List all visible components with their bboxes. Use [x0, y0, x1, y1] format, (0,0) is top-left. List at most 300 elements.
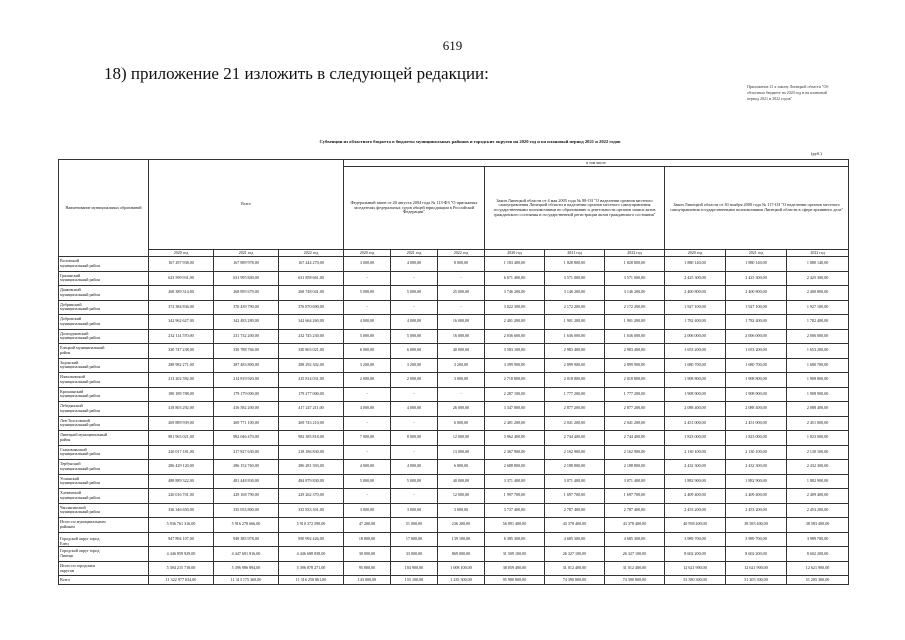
- table-cell: 2 432 300,00: [726, 460, 787, 475]
- table-cell: 8 602 200,00: [787, 547, 849, 562]
- table-cell: 2 409 400,00: [787, 489, 849, 504]
- table-cell: 2 130 100,00: [787, 445, 849, 460]
- table-cell: 2 188 800,00: [545, 460, 605, 475]
- table-row: [59, 257, 849, 272]
- table-cell: 2 899 900,00: [545, 358, 605, 373]
- table-cell: 3 583 100,00: [485, 344, 545, 359]
- year-header: 2021 год: [391, 250, 438, 257]
- table-cell: -: [391, 489, 438, 504]
- year-header: 2020 год: [149, 250, 214, 257]
- table-cell: 2 451 000,00: [787, 416, 849, 431]
- table-cell: -: [344, 271, 391, 286]
- table-cell: 2 162 900,00: [545, 445, 605, 460]
- table-cell: 947 894 107,00: [149, 532, 214, 547]
- col-header-law-civil-registry: Закон Липецкой области от 4 мая 2005 года № 88-ОЗ "О наделении органов местного самоуправления Липецкой области и наделении органов местного самоуправления государственными полномочиями по образованию и деятельности органов записи актов гражданского состояния и государственной регистрации актов гражданского состояния": [485, 167, 665, 250]
- table-cell: 2 018 800,00: [605, 373, 665, 388]
- table-cell: 287 483 800,00: [214, 358, 279, 373]
- table-cell: 1 777 200,00: [605, 387, 665, 402]
- table-cell: 1 680 700,00: [787, 358, 849, 373]
- table-cell: 143 000,00: [344, 576, 391, 585]
- col-header-including: в том числе: [344, 160, 849, 167]
- table-cell: 981 963 021,00: [149, 431, 214, 446]
- table-cell: 4 000,00: [391, 315, 438, 330]
- table-cell: 2 451 000,00: [726, 416, 787, 431]
- table-cell: 95 980 800,00: [485, 576, 545, 585]
- table-cell: 484 879 830,00: [279, 474, 344, 489]
- table-cell: 236 200,00: [438, 518, 485, 533]
- table-cell: 31 012 400,00: [605, 561, 665, 576]
- table-cell: 1 880 140,00: [665, 257, 726, 272]
- table-cell: 5 936 761 316,00: [149, 518, 214, 533]
- table-cell: 2 088 400,00: [726, 402, 787, 417]
- table-cell: 376 870 690,00: [279, 300, 344, 315]
- table-cell: 4 447 691 816,00: [214, 547, 279, 562]
- table-cell: -: [344, 489, 391, 504]
- table-cell: 2 432 300,00: [665, 460, 726, 475]
- page-number: 619: [442, 38, 463, 53]
- table-cell: 3 989 700,00: [787, 532, 849, 547]
- table-cell: 948 385 978,00: [214, 532, 279, 547]
- table-cell: 2 744 400,00: [545, 431, 605, 446]
- table-cell: 2 000,00: [391, 373, 438, 388]
- year-header: 2021 год: [545, 250, 605, 257]
- row-name: Чаплыгинский муниципальный район: [59, 503, 149, 518]
- unit-label: (руб.): [811, 151, 822, 156]
- table-cell: 74 390 800,00: [605, 576, 665, 585]
- table-row: [59, 402, 849, 417]
- table-cell: 418 803 292,00: [149, 402, 214, 417]
- table-cell: 2 162 900,00: [605, 445, 665, 460]
- table-cell: 268 748 041,00: [279, 286, 344, 301]
- table-cell: 6 671 400,00: [485, 271, 545, 286]
- table-cell: 38 583 400,00: [726, 518, 787, 533]
- table-cell: 342 664 260,00: [279, 315, 344, 330]
- table-cell: 2 188 800,00: [605, 460, 665, 475]
- table-cell: 229 262 370,00: [279, 489, 344, 504]
- table-cell: 104 900,00: [391, 561, 438, 576]
- row-name: Лев-Толстовский муниципальный район: [59, 416, 149, 431]
- table-cell: -: [391, 445, 438, 460]
- col-header-name: Наименование муниципальных образований: [59, 160, 149, 257]
- table-cell: 2 425 300,00: [726, 271, 787, 286]
- table-cell: 11 322 977 034,00: [149, 576, 214, 585]
- table-cell: 286 429 120,00: [149, 460, 214, 475]
- table-cell: 336 346 650,00: [149, 503, 214, 518]
- table-cell: 3 071 400,00: [605, 474, 665, 489]
- table-cell: 1 997 700,00: [485, 489, 545, 504]
- col-header-law-jurors: Федеральный закон от 20 августа 2004 года № 113-ФЗ "О присяжных заседателях федеральных судов общей юрисдикции в Российской Федерации": [344, 167, 485, 250]
- year-header: 2021 год: [726, 250, 787, 257]
- table-cell: -: [344, 445, 391, 460]
- table-cell: 1 183 400,00: [485, 257, 545, 272]
- table-cell: 3 989 700,00: [665, 532, 726, 547]
- table-row: [59, 431, 849, 446]
- table-cell: 2 088 400,00: [787, 402, 849, 417]
- row-name: Итого по муниципальным районам: [59, 518, 149, 533]
- year-header: 2022 год: [279, 250, 344, 257]
- table-cell: 1 777 200,00: [545, 387, 605, 402]
- table-cell: 372 384 836,00: [149, 300, 214, 315]
- col-header-law-archives: Закон Липецкой области от 30 ноября 2000 года № 117-ОЗ "О наделении органов местного самоуправления государственными полномочиями Липецкой области в сфере архивного дела": [665, 167, 849, 250]
- table-cell: 1 901 200,00: [545, 315, 605, 330]
- table-cell: 167 244 270,00: [279, 257, 344, 272]
- table-caption: Субвенции из областного бюджета в бюджеты муниципальных районов и городских округов на 2020 год и на плановый период 2021 и 2022 годов: [319, 139, 621, 144]
- table-cell: 1 680 700,00: [665, 358, 726, 373]
- table-cell: 3 399 900,00: [485, 358, 545, 373]
- table-cell: 12 621 900,00: [787, 561, 849, 576]
- table-cell: 40 000,00: [438, 474, 485, 489]
- table-row: [59, 387, 849, 402]
- table-cell: 51 000,00: [391, 518, 438, 533]
- row-name: Тербунский муниципальный район: [59, 460, 149, 475]
- table-cell: 1 908 900,00: [787, 387, 849, 402]
- table-cell: 1 908 800,00: [726, 373, 787, 388]
- table-cell: 95 800,00: [344, 561, 391, 576]
- table-cell: 16 000,00: [438, 315, 485, 330]
- table-cell: 3 200,00: [391, 358, 438, 373]
- table-cell: 342 962 627,00: [149, 315, 214, 330]
- table-cell: 3 371 400,00: [485, 474, 545, 489]
- table-cell: 1 823 000,00: [787, 431, 849, 446]
- table-cell: 2 899 900,00: [605, 358, 665, 373]
- table-cell: 2 453 200,00: [665, 503, 726, 518]
- table-cell: 232 745 230,00: [279, 329, 344, 344]
- row-name: Хлевенский муниципальный район: [59, 489, 149, 504]
- table-cell: 43 378 400,00: [605, 518, 665, 533]
- table-cell: 2 787 400,00: [545, 503, 605, 518]
- table-cell: 1 680 700,00: [726, 358, 787, 373]
- table-cell: 4 446 688 838,00: [279, 547, 344, 562]
- table-cell: 33 000,00: [391, 547, 438, 562]
- table-cell: 26 000,00: [438, 402, 485, 417]
- table-cell: 1 908 900,00: [665, 387, 726, 402]
- table-cell: 2 432 300,00: [787, 460, 849, 475]
- table-cell: -: [438, 300, 485, 315]
- table-cell: 1 782 400,00: [665, 315, 726, 330]
- table-cell: 7 000,00: [344, 431, 391, 446]
- table-cell: 1 653 200,00: [726, 344, 787, 359]
- table-cell: 4 000,00: [344, 315, 391, 330]
- table-cell: 5 000,00: [391, 329, 438, 344]
- table-cell: 8 602 200,00: [665, 547, 726, 562]
- table-cell: 2 877 200,00: [545, 402, 605, 417]
- table-cell: 2 018 800,00: [545, 373, 605, 388]
- table-cell: 2 688 800,00: [485, 460, 545, 475]
- table-cell: 5 000,00: [391, 474, 438, 489]
- table-cell: 3 071 400,00: [545, 474, 605, 489]
- table-cell: 286 152 760,00: [214, 460, 279, 475]
- table-cell: 2 000,00: [344, 373, 391, 388]
- table-cell: 2 400 800,00: [787, 286, 849, 301]
- table-row: [59, 474, 849, 489]
- table-cell: 4 000,00: [391, 257, 438, 272]
- table-row: [59, 561, 849, 576]
- table-cell: 1 697 700,00: [545, 489, 605, 504]
- table-cell: 2 130 100,00: [665, 445, 726, 460]
- table-cell: 335 833 301,00: [279, 503, 344, 518]
- table-cell: 3 200,00: [344, 358, 391, 373]
- table-cell: 40 958 400,00: [665, 518, 726, 533]
- table-cell: 2 006 000,00: [787, 329, 849, 344]
- year-header: 2022 год: [605, 250, 665, 257]
- table-row: [59, 358, 849, 373]
- table-cell: 1 823 000,00: [726, 431, 787, 446]
- table-cell: 2 409 400,00: [665, 489, 726, 504]
- table-cell: 6 000,00: [391, 344, 438, 359]
- table-cell: 11 316 250 861,00: [279, 576, 344, 585]
- table-cell: 2 451 000,00: [665, 416, 726, 431]
- row-name: Грязинский муниципальный район: [59, 271, 149, 286]
- table-cell: 416 582 200,00: [214, 402, 279, 417]
- table-cell: 12 621 900,00: [726, 561, 787, 576]
- table-cell: 2 983 400,00: [545, 344, 605, 359]
- table-cell: 2 744 400,00: [605, 431, 665, 446]
- table-cell: 330 788 766,00: [214, 344, 279, 359]
- table-cell: 330 803 021,00: [279, 344, 344, 359]
- amendment-instruction: 18) приложение 21 изложить в следующей редакции:: [104, 64, 489, 83]
- table-cell: 17 000,00: [391, 532, 438, 547]
- table-cell: 5 916 278 666,00: [214, 518, 279, 533]
- table-cell: 231 732 200,00: [214, 329, 279, 344]
- table-cell: 1 828 800,00: [545, 257, 605, 272]
- table-cell: 167 297 938,00: [149, 257, 214, 272]
- table-cell: 74 390 800,00: [545, 576, 605, 585]
- table-cell: 4 446 859 929,00: [149, 547, 214, 562]
- table-cell: 12 000,00: [438, 431, 485, 446]
- table-cell: 167 889 978,00: [214, 257, 279, 272]
- table-cell: 1 927 100,00: [787, 300, 849, 315]
- row-name: Измалковский муниципальный район: [59, 373, 149, 388]
- table-cell: 2 983 400,00: [605, 344, 665, 359]
- table-row: [59, 315, 849, 330]
- table-cell: 4 000,00: [344, 460, 391, 475]
- table-cell: 40 000,00: [438, 344, 485, 359]
- table-cell: -: [344, 416, 391, 431]
- table-cell: 218 186 830,00: [279, 445, 344, 460]
- table-cell: 1 882 900,00: [787, 474, 849, 489]
- table-cell: 269 743 210,00: [279, 416, 344, 431]
- year-header: 2021 год: [214, 250, 279, 257]
- table-cell: 4 000,00: [344, 402, 391, 417]
- table-cell: 1 880 140,00: [787, 257, 849, 272]
- table-cell: 2 400 800,00: [665, 286, 726, 301]
- table-cell: 2 787 400,00: [605, 503, 665, 518]
- table-cell: 6 000,00: [438, 460, 485, 475]
- table-cell: 481 448 830,00: [214, 474, 279, 489]
- table-row: [59, 489, 849, 504]
- table-cell: 2 401 200,00: [485, 416, 545, 431]
- table-cell: 5 000,00: [344, 329, 391, 344]
- table-cell: 179 277 000,00: [279, 387, 344, 402]
- table-cell: 155 100,00: [391, 576, 438, 585]
- table-cell: 950 992 426,00: [279, 532, 344, 547]
- table-cell: 6 000,00: [344, 344, 391, 359]
- table-cell: 3 000,00: [344, 503, 391, 518]
- table-cell: 30 000,00: [344, 547, 391, 562]
- table-cell: 5 000,00: [344, 286, 391, 301]
- subvention-table: [58, 159, 849, 585]
- table-cell: 13 000,00: [438, 445, 485, 460]
- table-row: [59, 344, 849, 359]
- table-row: [59, 373, 849, 388]
- table-cell: 982 046 470,00: [214, 431, 279, 446]
- year-header: 2022 год: [787, 250, 849, 257]
- table-cell: 2 006 000,00: [726, 329, 787, 344]
- table-cell: 1 882 900,00: [726, 474, 787, 489]
- table-cell: -: [438, 387, 485, 402]
- year-header: 2020 год: [485, 250, 545, 257]
- table-cell: 288 292 302,00: [279, 358, 344, 373]
- table-cell: 2 453 200,00: [726, 503, 787, 518]
- table-cell: 3 989 700,00: [726, 532, 787, 547]
- table-cell: 335 053 800,00: [214, 503, 279, 518]
- table-row: [59, 329, 849, 344]
- table-cell: 8 602 200,00: [726, 547, 787, 562]
- table-row: [59, 460, 849, 475]
- table-cell: 286 281 393,00: [279, 460, 344, 475]
- table-cell: 1 927 100,00: [726, 300, 787, 315]
- table-cell: 26 327 100,00: [545, 547, 605, 562]
- table-cell: 5 910 372 590,00: [279, 518, 344, 533]
- table-row: [59, 300, 849, 315]
- table-cell: -: [391, 416, 438, 431]
- table-cell: 25 000,00: [438, 286, 485, 301]
- table-cell: 3 000,00: [344, 257, 391, 272]
- table-cell: 3 000,00: [438, 373, 485, 388]
- table-cell: 3 347 800,00: [485, 402, 545, 417]
- table-cell: 623 599 931,00: [149, 271, 214, 286]
- table-cell: 139 100,00: [438, 532, 485, 547]
- table-cell: 31 509 100,00: [485, 547, 545, 562]
- table-cell: 2 877 200,00: [605, 402, 665, 417]
- year-header-row: [59, 250, 849, 257]
- col-header-total: Всего: [149, 160, 344, 250]
- table-row: [59, 576, 849, 585]
- row-name: Лебедянский муниципальный район: [59, 402, 149, 417]
- table-cell: 12 621 900,00: [665, 561, 726, 576]
- table-cell: 1 908 900,00: [726, 387, 787, 402]
- row-name: Итого по городским округам: [59, 561, 149, 576]
- table-cell: 1 235 300,00: [438, 576, 485, 585]
- row-name: Долгоруковский муниципальный район: [59, 329, 149, 344]
- table-cell: 269 771 100,00: [214, 416, 279, 431]
- row-name: Задонский муниципальный район: [59, 358, 149, 373]
- table-cell: 2 041 200,00: [605, 416, 665, 431]
- table-cell: 180 189 788,00: [149, 387, 214, 402]
- table-cell: 43 378 400,00: [545, 518, 605, 533]
- table-cell: 11 313 175 360,00: [214, 576, 279, 585]
- table-cell: -: [438, 271, 485, 286]
- table-cell: 3 000,00: [391, 503, 438, 518]
- table-cell: 4 685 300,00: [605, 532, 665, 547]
- table-cell: 1 880 140,00: [726, 257, 787, 272]
- table-body: [59, 257, 849, 585]
- table-cell: 38 583 400,00: [787, 518, 849, 533]
- table-cell: 3 571 000,00: [605, 271, 665, 286]
- table-cell: 2 409 400,00: [726, 489, 787, 504]
- table-cell: 38 059 400,00: [485, 561, 545, 576]
- table-cell: 269 889 939,00: [149, 416, 214, 431]
- table-cell: 6 385 300,00: [485, 532, 545, 547]
- table-cell: 330 747 238,00: [149, 344, 214, 359]
- table-cell: 288 982 271,00: [149, 358, 214, 373]
- row-name: Городской округ город Липецк: [59, 547, 149, 562]
- table-cell: 1 908 800,00: [787, 373, 849, 388]
- table-cell: 3 146 200,00: [545, 286, 605, 301]
- table-cell: 2 130 100,00: [726, 445, 787, 460]
- table-row: [59, 416, 849, 431]
- row-name: Становлянский муниципальный район: [59, 445, 149, 460]
- table-cell: 1 927 100,00: [665, 300, 726, 315]
- table-cell: 1 828 800,00: [605, 257, 665, 272]
- table-cell: 1 782 400,00: [726, 315, 787, 330]
- table-row: [59, 503, 849, 518]
- appendix-note: Приложение 21 к закону Липецкой области "Об областном бюджете на 2020 год и на плановый период 2021 и 2022 годов": [747, 84, 829, 101]
- year-header: 2020 год: [344, 250, 391, 257]
- table-cell: 6 000,00: [438, 416, 485, 431]
- row-name: Елецкий муниципальный район: [59, 344, 149, 359]
- table-row: [59, 271, 849, 286]
- table-cell: 229 168 790,00: [214, 489, 279, 504]
- table-cell: 26 327 100,00: [605, 547, 665, 562]
- table-cell: 342 483 280,00: [214, 315, 279, 330]
- table-cell: 631 858 661,00: [279, 271, 344, 286]
- table-cell: 47 200,00: [344, 518, 391, 533]
- table-cell: 31 012 400,00: [545, 561, 605, 576]
- year-header: 2022 год: [438, 250, 485, 257]
- table-cell: 869 000,00: [438, 547, 485, 562]
- row-name: Добринский муниципальный район: [59, 300, 149, 315]
- table-cell: 3 737 400,00: [485, 503, 545, 518]
- table-cell: 4 685 300,00: [545, 532, 605, 547]
- table-cell: 232 114 570,00: [149, 329, 214, 344]
- table-cell: 2 367 900,00: [485, 445, 545, 460]
- year-header: 2020 год: [665, 250, 726, 257]
- row-name: Усманский муниципальный район: [59, 474, 149, 489]
- table-cell: 3 146 200,00: [605, 286, 665, 301]
- table-cell: 1 636 000,00: [545, 329, 605, 344]
- table-row: [59, 286, 849, 301]
- table-cell: 4 000,00: [391, 402, 438, 417]
- table-cell: -: [344, 387, 391, 402]
- table-cell: 8 000,00: [391, 431, 438, 446]
- row-name: Данковский муниципальный район: [59, 286, 149, 301]
- table-cell: 56 891 400,00: [485, 518, 545, 533]
- table-cell: 376 439 790,00: [214, 300, 279, 315]
- table-cell: 51 205 300,00: [726, 576, 787, 585]
- table-row: [59, 518, 849, 533]
- row-name: Добровский муниципальный район: [59, 315, 149, 330]
- table-cell: 1 653 200,00: [665, 344, 726, 359]
- table-cell: 268 895 679,00: [214, 286, 279, 301]
- table-row: [59, 445, 849, 460]
- table-cell: 3 000,00: [438, 503, 485, 518]
- table-cell: 5 396 878 271,00: [279, 561, 344, 576]
- table-cell: 220 017 181,00: [149, 445, 214, 460]
- table-cell: 1 823 000,00: [665, 431, 726, 446]
- table-cell: 179 179 000,00: [214, 387, 279, 402]
- table-cell: 4 000,00: [391, 460, 438, 475]
- table-cell: 5 396 986 894,00: [214, 561, 279, 576]
- table-cell: 53 580 300,00: [665, 576, 726, 585]
- table-cell: 16 000,00: [438, 329, 485, 344]
- table-cell: 3 022 300,00: [485, 300, 545, 315]
- table-cell: 5 000,00: [391, 286, 438, 301]
- row-name: Краснинский муниципальный район: [59, 387, 149, 402]
- table-cell: 220 016 701,00: [149, 489, 214, 504]
- row-name: Липецкий муниципальный район: [59, 431, 149, 446]
- row-name: Городской округ город Елец: [59, 532, 149, 547]
